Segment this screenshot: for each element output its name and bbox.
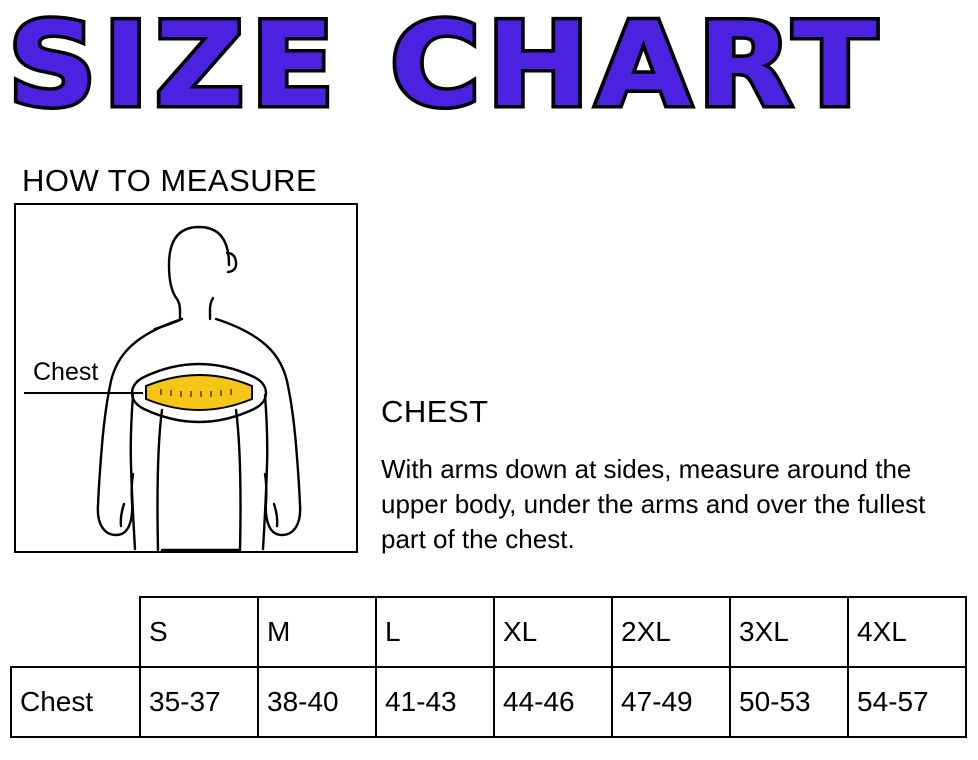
table-cell-chest-3xl: 50-53 bbox=[730, 667, 848, 737]
table-header-xl: XL bbox=[494, 597, 612, 667]
table-header-row bbox=[11, 597, 966, 667]
chest-figure-label: Chest bbox=[33, 358, 99, 386]
table-cell-chest-2xl: 47-49 bbox=[612, 667, 730, 737]
table-header-2xl: 2XL bbox=[612, 597, 730, 667]
description-heading: CHEST bbox=[381, 394, 489, 429]
tape-measure-icon bbox=[132, 364, 266, 422]
table-cell-chest-4xl: 54-57 bbox=[848, 667, 966, 737]
table-cell-chest-s: 35-37 bbox=[140, 667, 258, 737]
table-corner-cell bbox=[11, 597, 140, 667]
how-to-measure-heading: HOW TO MEASURE bbox=[22, 163, 318, 198]
page-title-text: SIZE CHART bbox=[8, 0, 884, 133]
table-header-3xl: 3XL bbox=[730, 597, 848, 667]
table-cell-chest-xl: 44-46 bbox=[494, 667, 612, 737]
table-header-4xl: 4XL bbox=[848, 597, 966, 667]
table-row bbox=[11, 667, 966, 737]
table-header-l: L bbox=[376, 597, 494, 667]
table-cell-chest-m: 38-40 bbox=[258, 667, 376, 737]
table-header-m: M bbox=[258, 597, 376, 667]
table-row-label-chest: Chest bbox=[11, 667, 140, 737]
size-table bbox=[10, 596, 967, 738]
description-body: With arms down at sides, measure around the upper body, under the arms and over the fullest part of the chest. bbox=[381, 454, 926, 554]
table-header-s: S bbox=[140, 597, 258, 667]
table-cell-chest-l: 41-43 bbox=[376, 667, 494, 737]
page-title bbox=[8, 0, 970, 140]
